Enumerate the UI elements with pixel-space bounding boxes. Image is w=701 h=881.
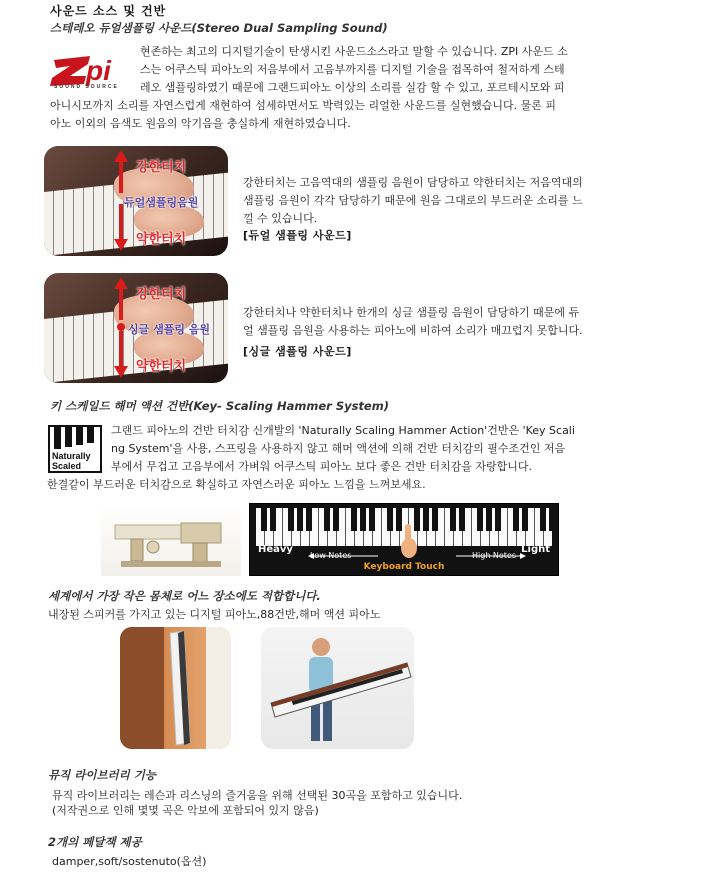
desc-line: 강한터치나 약한터치나 한개의 싱글 샘플링 음원이 담당하기 때문에 듀 [243, 306, 580, 319]
intro-line: 현존하는 최고의 디지털기술이 탄생시킨 사운드소스라고 말할 수 있습니다. ZPI 사운드 소 [140, 45, 568, 58]
dual-sampling-desc [243, 174, 643, 228]
desc-line: 얼 샘플링 음원을 사용하는 피아노에 비하여 소리가 매끄럽지 못합니다. [243, 324, 583, 337]
intro-paragraph-top [140, 43, 680, 97]
weak-touch-label: 약한터치 [136, 359, 187, 374]
pedal-title: 2개의 페달잭 제공 [48, 835, 142, 849]
icon-label: Naturally [52, 451, 91, 461]
hammer-line: 그랜드 피아노의 건반 터치감 신개발의 'Naturally Scaling Hammer Action'건반은 'Key Scali [111, 424, 575, 437]
desc-line: 강한터치는 고음역대의 샘플링 음원이 담당하고 약한터치는 저음역대의 [243, 176, 583, 189]
arrow-down-icon [114, 366, 128, 378]
arrow-down-icon [114, 239, 128, 251]
pedal-desc: damper,soft/sostenuto(옵션) [52, 855, 207, 868]
weak-touch-label: 약한터치 [136, 232, 187, 247]
standing-piano-photo [120, 627, 231, 749]
intro-line: 아니시모까지 소리를 자연스럽게 재현하여 섬세하면서도 박력있는 리얼한 사운드를 실현했습니다. 물론 피 [50, 99, 557, 112]
kb-light-label: Light [521, 544, 550, 555]
person-holding-piano-photo [261, 627, 414, 749]
svg-text:pi: pi [86, 55, 111, 86]
desc-line: 낄 수 있습니다. [243, 212, 318, 225]
single-sampling-caption: [싱글 샘플링 사운드] [243, 345, 352, 358]
compact-desc: 내장된 스피커를 가지고 있는 디지털 피아노,88건반,해머 액션 피아노 [48, 608, 381, 621]
zpi-logo [50, 46, 138, 92]
intro-paragraph-bottom [50, 97, 690, 133]
hammer-closing-line: 한결같이 부드러운 터치감으로 확실하고 자연스러운 피아노 느낌을 느껴보세요. [47, 478, 426, 491]
intro-line: 아노 이외의 음색도 원음의 악기음을 충실하게 재현하였습니다. [50, 117, 351, 130]
hammer-mechanism-photo [101, 503, 241, 576]
single-source-label: 싱글 샘플링 음원 [128, 323, 211, 336]
section-title: 사운드 소스 및 건반 [50, 4, 167, 18]
library-line-1: 뮤직 라이브러리는 레슨과 리스닝의 즐거움을 위해 선택된 30곡을 포함하고 있습니다. [52, 789, 463, 802]
kb-low-label: Low Notes [310, 551, 352, 560]
hammer-line: ng System'을 사용, 스프링을 사용하지 않고 해머 액션에 의해 건반 터치감의 필수조건인 저음 [111, 442, 566, 455]
intro-line: 스는 어쿠스틱 피아노의 저음부에서 고음부까지를 디지털 기술을 접목하여 철저하게 스테 [140, 63, 565, 76]
library-line-2: (저작권으로 인해 몇몇 곡은 악보에 포함되어 있지 않음) [52, 804, 319, 817]
kb-touch-label: Keyboard Touch [363, 562, 445, 572]
single-sampling-photo [44, 273, 228, 383]
keyboard-touch-graphic [249, 503, 559, 576]
single-sampling-desc [243, 304, 643, 340]
compact-title: 세계에서 가장 작은 몸체로 어느 장소에도 적합합니다. [48, 589, 321, 603]
section-subtitle: 스테레오 듀얼샘플링 사운드(Stereo Dual Sampling Sound) [50, 21, 388, 35]
naturally-scaled-icon [48, 425, 102, 473]
library-title: 뮤직 라이브러리 기능 [48, 768, 156, 782]
strong-touch-label: 강한터치 [136, 160, 187, 175]
hammer-paragraph [111, 422, 691, 476]
intro-line: 레오 샘플링하였기 때문에 그랜드피아노 이상의 소리를 실감 할 수 있고, 포르테시모와 피 [140, 81, 565, 94]
single-source-dot [117, 323, 125, 331]
icon-label: Scaled [52, 461, 82, 471]
kb-high-label: High Notes [472, 551, 517, 560]
hammer-title: 키 스케일드 해머 액션 건반(Key- Scaling Hammer System) [50, 399, 389, 413]
desc-line: 샘플링 음원이 각각 담당하기 때문에 원음 그대로의 부드러운 소리를 느 [243, 194, 583, 207]
dual-sampling-caption: [듀얼 샘플링 사운드] [243, 229, 352, 242]
dual-sampling-photo [44, 146, 228, 256]
hammer-line: 부에서 무겁고 고음부에서 가벼워 어쿠스틱 피아노 보다 좋은 건반 터치감을 자랑합니다. [111, 460, 532, 473]
dual-source-label: 듀얼샘플링음원 [124, 196, 199, 209]
strong-touch-label: 강한터치 [136, 287, 187, 302]
logo-subtext: SOUND SOURCE [54, 84, 119, 90]
kb-heavy-label: Heavy [258, 544, 293, 555]
